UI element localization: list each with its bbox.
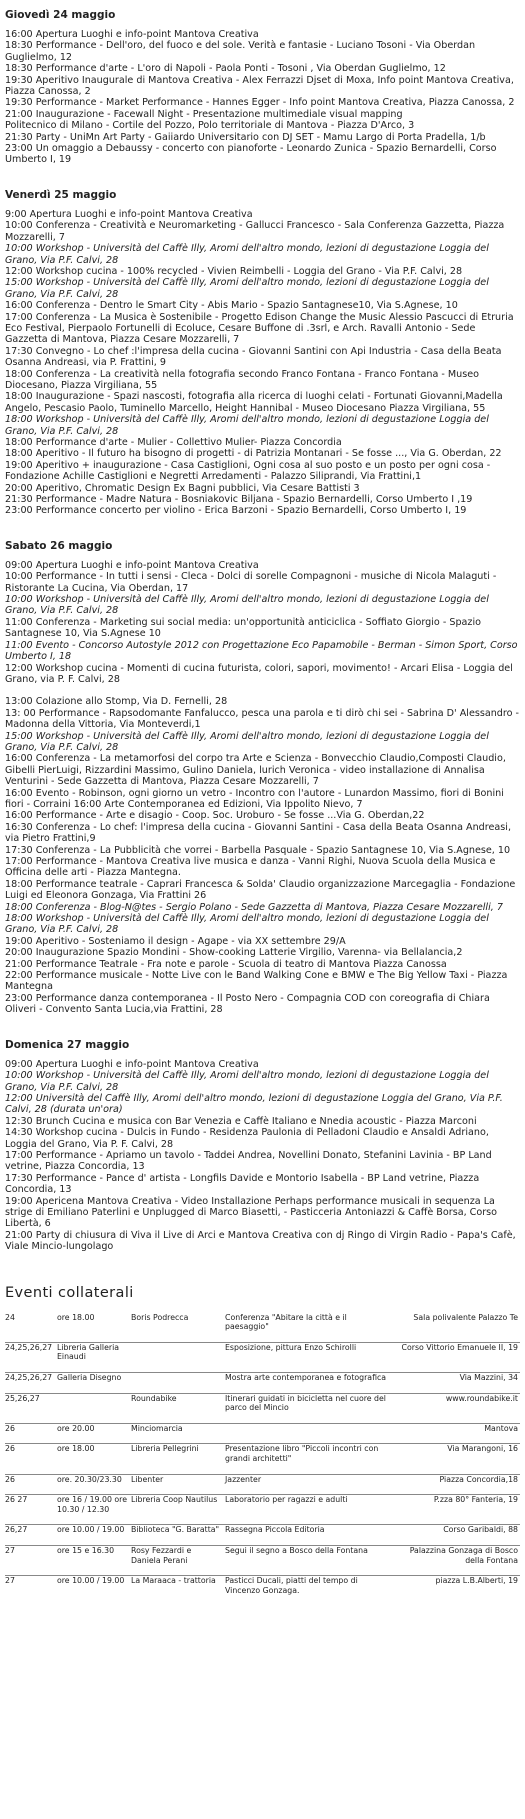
table-cell: ore 18.00 (57, 1312, 95, 1322)
table-cell: Corso Vittorio Emanuele II, 19 (392, 1342, 520, 1372)
table-cell: ore 10.00 / 19.00 (57, 1525, 131, 1546)
table-cell: Minciomarcia (131, 1423, 225, 1444)
event-line: 22:00 Performance musicale - Notte Live con le Band Walking Cone e BMW e The Big Yellow Taxi - Piazza Mantegna (5, 970, 508, 993)
table-cell: Via Marangoni, 16 (392, 1444, 520, 1474)
table-cell: ore 15 e 16.30 (57, 1545, 131, 1575)
table-cell: piazza L.B.Alberti, 19 (392, 1576, 520, 1606)
event-line: 19:00 Apericena Mantova Creativa - Video Installazione Perhaps performance musicali in sequenza La strige di Emiliano Paterlini e Unplugged di Marco Biasetti, - Pasticceria Antoniazzi & Caffè Borsa, Corso Libertà, 6 (5, 1195, 498, 1230)
event-line: Politecnico di Milano - Cortile del Pozzo, Polo territoriale di Mantova - Piazza D'Arco, 3 (5, 120, 415, 132)
table-row (5, 1525, 520, 1546)
event-line: 19:00 Aperitivo - Sosteniamo il design - Agape - via XX settembre 29/A (5, 935, 346, 947)
table-cell: ore. 20.30/23.30 (57, 1474, 131, 1495)
event-line: 21:00 Performance Teatrale - Fra note e parole - Scuola di teatro di Mantova Piazza Canossa (5, 958, 447, 970)
event-line: 10:00 Performance - In tutti i sensi - Cleca - Dolci di sorelle Compagnoni - musiche di Nicola Malaguti - Ristorante La Cucina, Via Oberdan, 17 (5, 571, 497, 594)
event-line: 18:00 Workshop - Università del Caffè Illy, Aromi dell'altro mondo, lezioni di degustazione Loggia del Grano, Via P.F. Calvi, 28 (5, 414, 489, 437)
table-row (5, 1313, 520, 1343)
day-heading: Domenica 27 maggio (5, 1038, 130, 1051)
table-cell: Laboratorio per ragazzi e adulti (225, 1495, 392, 1525)
table-cell: 24,25,26,27 (5, 1372, 57, 1393)
event-line: 12:00 Workshop cucina - Momenti di cucina futurista, colori, sapori, movimento! - Arcari Elisa - Loggia del Grano, via P. F. Calvi, 28 (5, 662, 513, 685)
event-line: 12:00 Università del Caffè Illy, Aromi dell'altro mondo, lezioni di degustazione Loggia del Grano, Via P.F. Calvi, 28 (durata un'ora) (5, 1092, 503, 1116)
event-line: 13: 00 Performance - Rapsodomante Fanfalucco, pesca una parola e ti dirò chi sei - Sabrina D' Alessandro - Madonna della Vittoria, Via Monteverdi,1 (5, 707, 520, 731)
table-cell: www.roundabike.it (392, 1393, 520, 1423)
table-row (5, 1545, 520, 1575)
table-row (5, 1444, 520, 1474)
event-line: 21:00 Inaugurazione - Facewall Night - Presentazione multimediale visual mapping (5, 108, 403, 120)
table-row (5, 1576, 520, 1606)
table-cell: 26 27 (5, 1495, 57, 1525)
table-cell: Itinerari guidati in bicicletta nel cuore del parco del Mincio (225, 1393, 392, 1423)
event-line: 16:00 Performance - Arte e disagio - Coop. Soc. Uroburo - Se fosse ...Via G. Oberdan,22 (5, 810, 425, 822)
event-line: 11:00 Evento - Concorso Autostyle 2012 con Progettazione Eco Papamobile - Berman - Simon Sport, Corso Umberto I, 18 (5, 639, 518, 663)
day-heading: Giovedì 24 maggio (5, 9, 116, 21)
table-cell: 26 (5, 1444, 57, 1474)
table-cell: P.zza 80° Fanteria, 19 (392, 1495, 520, 1525)
event-line: 18:30 Performance d'arte - L'oro di Napoli - Paola Ponti - Tosoni , Via Oberdan Guglielmo, 12 (5, 63, 446, 75)
table-cell: Rosy Fezzardi e Daniela Perani (131, 1545, 225, 1575)
event-line: 18:00 Performance d'arte - Mulier - Collettivo Mulier- Piazza Concordia (5, 437, 342, 448)
table-cell: Roundabike (131, 1393, 225, 1423)
table-row (5, 1474, 520, 1495)
table-cell: Piazza Concordia,18 (392, 1474, 520, 1495)
table-cell: Mostra arte contemporanea e fotografica (225, 1372, 392, 1393)
event-line: 23:00 Un omaggio a Debaussy - concerto con pianoforte - Leonardo Zunica - Spazio Bernardelli, Corso Umberto I, 19 (5, 143, 497, 166)
event-line: 21:00 Party di chiusura di Viva il Live di Arci e Mantova Creativa con dj Ringo di Virgin Radio - Papa's Cafè, Viale Mincio-lungolago (5, 1229, 516, 1253)
event-line: 21:30 Party - UniMn Art Party - Gaiiardo Universitario con DJ SET - Mamu Largo di Porta Pradella, 1/b (5, 131, 486, 143)
event-line: 17:30 Performance - Pance d' artista - Longfils Davide e Montorio Isabella - BP Land vetrine, Piazza Concordia, 13 (5, 1172, 480, 1196)
table-cell: Esposizione, pittura Enzo Schirolli (225, 1342, 392, 1372)
event-line: 17:00 Conferenza - La Musica è Sostenibile - Progetto Edison Change the Music Alessio Pascucci di Etruria Eco Festival, Pierpaolo Fortunelli di Ecoluce, Cesare Buffone di .3srl, e Arch. Ravalli Antonio - Sede Gazzetta di Mantova, Piazza Cesare Mozzarelli, 7 (5, 311, 514, 346)
table-cell: Libenter (131, 1474, 225, 1495)
table-cell: 27 (5, 1545, 57, 1575)
table-cell: ore 20.00 (57, 1423, 131, 1444)
table-cell: ore 16 / 19.00 ore 10.30 / 12.30 (57, 1495, 131, 1525)
event-line: 19:00 Aperitivo + inaugurazione - Casa Castiglioni, Ogni cosa al suo posto e un posto per ogni cosa - Fondazione Achille Castiglioni e Negretti Arredamenti - Palazzo Siliprandi, Via Frattini,1 (5, 459, 491, 483)
table-cell: 24 (5, 1312, 15, 1322)
event-line: 13:00 Colazione allo Stomp, Via D. Fernelli, 28 (5, 696, 228, 708)
event-line: 21:30 Performance - Madre Natura - Bosniakovic Biljana - Spazio Bernardelli, Corso Umberto I ,19 (5, 494, 473, 506)
table-row (5, 1495, 520, 1525)
table-row (5, 1372, 520, 1393)
table-cell: Palazzina Gonzaga di Bosco della Fontana (392, 1545, 520, 1575)
collateral-events-title: Eventi collaterali (5, 1284, 134, 1301)
collateral-events-table (5, 1313, 520, 1606)
table-cell (131, 1342, 225, 1372)
event-line: 17:00 Performance - Apriamo un tavolo - Taddei Andrea, Novellini Donato, Stefanini Lavinia - BP Land vetrine, Piazza Concordia, 13 (5, 1149, 492, 1173)
event-line: 18:00 Inaugurazione - Spazi nascosti, fotografia alla ricerca di luoghi celati - Fortunati Giovanni,Madella Angelo, Pescasio Paolo, Tuminello Marcello, Height Hannibal - Museo Diocesano Piazza Virgiliana, 55 (5, 391, 503, 414)
event-program (5, 0, 520, 1605)
event-line: 18:00 Workshop - Università del Caffè Illy, Aromi dell'altro mondo, lezioni di degustazione Loggia del Grano, Via P.F. Calvi, 28 (5, 913, 489, 936)
table-cell: ore 10.00 / 19.00 (57, 1576, 131, 1606)
event-line: 10:00 Conferenza - Creatività e Neuromarketing - Gallucci Francesco - Sala Conferenza Gazzetta, Piazza Mozzarelli, 7 (5, 220, 505, 243)
table-cell: Mantova (392, 1423, 520, 1444)
event-line: 19:30 Performance - Market Performance - Hannes Egger - Info point Mantova Creativa, Piazza Canossa, 2 (5, 97, 515, 109)
table-cell: 27 (5, 1576, 57, 1606)
table-cell: 24,25,26,27 (5, 1342, 57, 1372)
event-line: 16:00 Evento - Robinson, ogni giorno un vetro - Incontro con l'autore - Lunardon Massimo, fiori di Bonini fiori - Corraini 16:00 Arte Contemporanea ed Edizioni, Via Ippolito Nievo, 7 (5, 787, 504, 810)
event-line: 18:00 Aperitivo - Il futuro ha bisogno di progetti - di Patrizia Montanari - Se fosse ..., Via G. Oberdan, 22 (5, 448, 502, 460)
table-cell: Presentazione libro "Piccoli incontri con grandi architetti" (225, 1444, 392, 1474)
event-line: 12:00 Workshop cucina - 100% recycled - Vivien Reimbelli - Loggia del Grano - Via P.F. Calvi, 28 (5, 265, 463, 277)
event-line: 12:30 Brunch Cucina e musica con Bar Venezia e Caffè Italiano e Nnedia acoustic - Piazza Marconi (5, 1115, 477, 1127)
table-cell: Galleria Disegno (57, 1372, 131, 1393)
table-cell: Biblioteca "G. Baratta" (131, 1525, 225, 1546)
event-line: 9:00 Apertura Luoghi e info-point Mantova Creativa (5, 208, 253, 220)
event-line: 17:30 Convegno - Lo chef :l'impresa della cucina - Giovanni Santini con Api Industria - Casa della Beata Osanna Andreasi, via P. Frattini, 9 (5, 345, 502, 369)
table-cell (225, 1423, 392, 1444)
table-cell: Jazzenter (225, 1474, 392, 1495)
table-cell (131, 1372, 225, 1393)
table-cell: Sala polivalente Palazzo Te (413, 1312, 518, 1322)
table-cell: 26 (5, 1423, 57, 1444)
event-line: 16:30 Conferenza - Lo chef: l'impresa della cucina - Giovanni Santini - Casa della Beata Osanna Andreasi, via Pietro Frattini,9 (5, 821, 511, 845)
table-cell: La Maraaca - trattoria (131, 1576, 225, 1606)
event-line: 18:00 Conferenza - La creatività nella fotografia secondo Franco Fontana - Franco Fontana - Museo Diocesano, Piazza Virgiliana, 55 (5, 368, 480, 391)
event-line: 16:00 Conferenza - Dentro le Smart City - Abis Mario - Spazio Santagnese10, Via S.Agnese, 10 (5, 300, 458, 312)
table-row (5, 1423, 520, 1444)
table-cell: ore 18.00 (57, 1444, 131, 1474)
event-line: 18:00 Performance teatrale - Caprari Francesca & Solda' Claudio organizzazione Marcegaglia - Fondazione Luigi ed Eleonora Gonzaga, Via Frattini 26 (5, 878, 516, 902)
day-heading: Venerdì 25 maggio (5, 188, 117, 201)
table-cell: Pasticci Ducali, piatti del tempo di Vincenzo Gonzaga. (225, 1576, 392, 1606)
table-cell: Via Mazzini, 34 (392, 1372, 520, 1393)
table-cell: Libreria Galleria Einaudi (57, 1342, 131, 1372)
event-line: 23:00 Performance danza contemporanea - Il Posto Nero - Compagnia COD con coreografia di Chiara Oliveri - Convento Santa Lucia,via Frattini, 28 (5, 992, 490, 1016)
table-row (5, 1393, 520, 1423)
event-line: 16:00 Apertura Luoghi e info-point Mantova Creativa (5, 29, 259, 40)
event-line: 18:00 Conferenza - Blog-N@tes - Sergio Polano - Sede Gazzetta di Mantova, Piazza Cesare Mozzarelli, 7 (5, 901, 503, 913)
day-heading: Sabato 26 maggio (5, 539, 113, 552)
event-line: 10:00 Workshop - Università del Caffè Illy, Aromi dell'altro mondo, lezioni di degustazione Loggia del Grano, Via P.F. Calvi, 28 (5, 594, 489, 617)
table-cell: Corso Garibaldi, 88 (392, 1525, 520, 1546)
event-line: 09:00 Apertura Luoghi e info-point Mantova Creativa (5, 559, 259, 571)
table-cell: 26,27 (5, 1525, 57, 1546)
event-line: 19:30 Aperitivo Inaugurale di Mantova Creativa - Alex Ferrazzi Djset di Moxa, Info point Mantova Creativa, Piazza Canossa, 2 (5, 74, 514, 98)
table-cell: 26 (5, 1474, 57, 1495)
event-line: 11:00 Conferenza - Marketing sui social media: un'opportunità anticiclica - Soffiato Giorgio - Spazio Santagnese 10, Via S.Agnese 10 (5, 616, 481, 640)
event-line: 14:30 Workshop cucina - Dulcis in Fundo - Residenza Paulonia di Pelladoni Claudio e Ansaldi Adriano, Loggia del Grano, Via P. F. Calvi, 28 (5, 1127, 489, 1150)
event-line: 18:30 Performance - Dell'oro, del fuoco e del sole. Verità e fantasie - Luciano Tosoni - Via Oberdan Guglielmo, 12 (5, 40, 476, 63)
table-cell: Libreria Pellegrini (131, 1444, 225, 1474)
table-cell: Rassegna Piccola Editoria (225, 1525, 392, 1546)
table-cell: Segui il segno a Bosco della Fontana (225, 1545, 392, 1575)
event-line: 17:00 Performance - Mantova Creativa live musica e danza - Vanni Righi, Nuova Scuola della Musica e Officina delle arti - Piazza Mantegna. (5, 856, 496, 879)
event-line: 17:30 Conferenza - La Pubblicità che vorrei - Barbella Pasquale - Spazio Santagnese 10, Via S.Agnese, 10 (5, 844, 511, 856)
table-cell: 25,26,27 (5, 1393, 57, 1423)
event-line: 20:00 Inaugurazione Spazio Mondini - Show-cooking Latterie Virgilio, Varenna- via Bellalancia,2 (5, 947, 463, 959)
event-line: 20:00 Aperitivo, Chromatic Design Ex Bagni pubblici, Via Cesare Battisti 3 (5, 482, 360, 494)
event-line: 10:00 Workshop - Università del Caffè Illy, Aromi dell'altro mondo, lezioni di degustazione Loggia del Grano, Via P.F. Calvi, 28 (5, 243, 489, 266)
event-line: 10:00 Workshop - Università del Caffè Illy, Aromi dell'altro mondo, lezioni di degustazione Loggia del Grano, Via P.F. Calvi, 28 (5, 1070, 489, 1093)
event-line (5, 685, 520, 696)
table-cell (57, 1393, 131, 1423)
table-row (5, 1342, 520, 1372)
event-line: 15:00 Workshop - Università del Caffè Illy, Aromi dell'altro mondo, lezioni di degustazione Loggia del Grano, Via P.F. Calvi, 28 (5, 730, 489, 753)
event-line: 16:00 Conferenza - La metamorfosi del corpo tra Arte e Scienza - Bonvecchio Claudio,Composti Claudio, Gibelli PierLuigi, Rizzardini Massimo, Gulino Daniela, lurich Veronica - video installazione di Annalisa Venturini - Sede Gazzetta di Mantova, Piazza Cesare Mozzarelli, 7 (5, 753, 506, 788)
table-cell: Libreria Coop Nautilus (131, 1495, 225, 1525)
event-line: 15:00 Workshop - Università del Caffè Illy, Aromi dell'altro mondo, lezioni di degustazione Loggia del Grano, Via P.F. Calvi, 28 (5, 277, 489, 300)
event-line: 23:00 Performance concerto per violino - Erica Barzoni - Spazio Bernardelli, Corso Umberto I, 19 (5, 505, 467, 517)
table-cell: Conferenza "Abitare la città e il paesaggio" (225, 1312, 347, 1332)
table-cell: Boris Podrecca (131, 1312, 189, 1322)
event-line: 09:00 Apertura Luoghi e info-point Mantova Creativa (5, 1058, 259, 1070)
